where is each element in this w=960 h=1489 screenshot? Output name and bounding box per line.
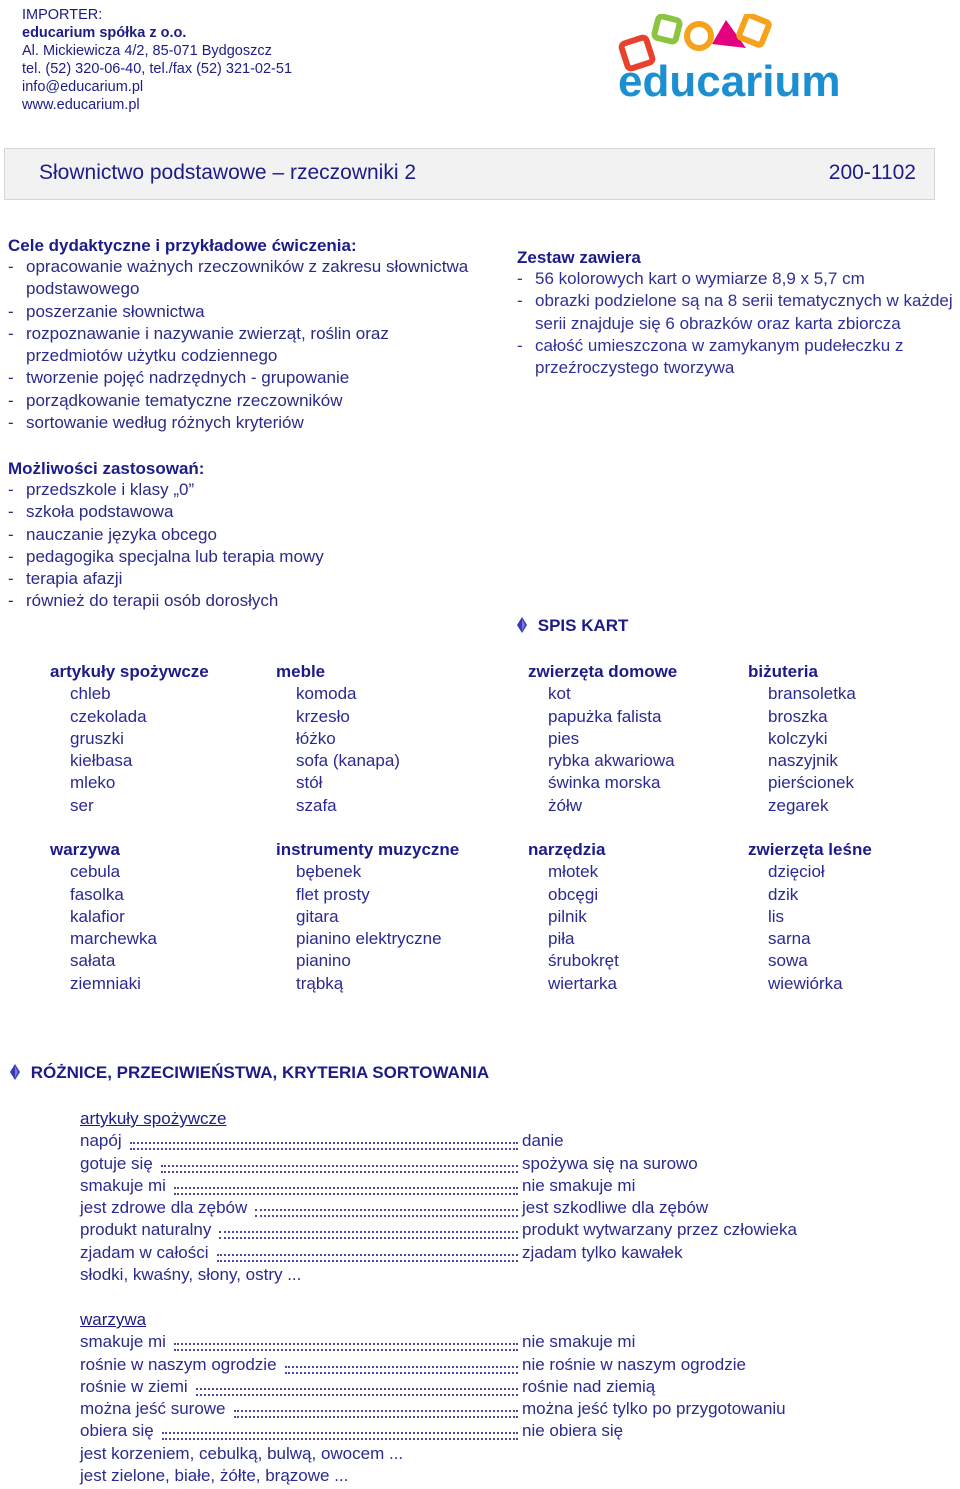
category-column xyxy=(276,839,459,995)
category-heading: zwierzęta leśne xyxy=(748,840,872,859)
differences-heading xyxy=(10,1063,489,1083)
difference-group xyxy=(80,1309,900,1487)
dotted-connector xyxy=(174,1187,518,1195)
kit-list xyxy=(517,268,957,379)
category-heading: zwierzęta domowe xyxy=(528,662,678,681)
use-item: - pedagogika specjalna lub terapia mowy xyxy=(8,546,478,568)
category-column xyxy=(748,839,872,995)
category-column xyxy=(748,661,856,817)
pair-left: smakuje mi xyxy=(80,1175,166,1195)
pair-right: nie obiera się xyxy=(522,1421,624,1441)
goals-item: - opracowanie ważnych rzeczowników z zakresu słownictwa podstawowego xyxy=(8,256,478,301)
category-item: gruszki xyxy=(70,728,124,748)
category-item: zegarek xyxy=(768,795,829,815)
dotted-connector xyxy=(217,1254,519,1262)
pair-left: napój xyxy=(80,1131,122,1151)
goals-item: - poszerzanie słownictwa xyxy=(8,301,478,323)
category-item: lis xyxy=(768,906,785,926)
category-item: cebula xyxy=(70,862,121,882)
dotted-connector xyxy=(255,1209,518,1217)
goals-item: - porządkowanie tematyczne rzeczowników xyxy=(8,390,478,412)
category-item: dzik xyxy=(768,884,799,904)
pair-left: produkt naturalny xyxy=(80,1220,212,1240)
difference-pair xyxy=(80,1398,900,1420)
category-item: śrubokręt xyxy=(548,951,619,971)
difference-pair xyxy=(80,1219,900,1241)
use-item: - również do terapii osób dorosłych xyxy=(8,590,478,612)
category-item: czekolada xyxy=(70,706,147,726)
category-item: kalafior xyxy=(70,906,125,926)
pair-left: obiera się xyxy=(80,1421,154,1441)
logo-graphic xyxy=(616,14,926,104)
product-code: 200-1102 xyxy=(828,161,916,184)
pair-right: jest szkodliwe dla zębów xyxy=(522,1198,709,1218)
pair-right: nie rośnie w naszym ogrodzie xyxy=(522,1354,746,1374)
kit-item: - 56 kolorowych kart o wymiarze 8,9 x 5,7 cm xyxy=(517,268,957,290)
dotted-connector xyxy=(130,1142,518,1150)
difference-pair xyxy=(80,1242,900,1264)
category-item: bębenek xyxy=(296,862,362,882)
category-item: naszyjnik xyxy=(768,751,838,771)
spis-kart-label: SPIS KART xyxy=(537,616,629,635)
pair-left: rośnie w ziemi xyxy=(80,1376,188,1396)
category-column xyxy=(528,661,677,817)
category-item: łóżko xyxy=(296,728,336,748)
category-item: ser xyxy=(70,795,94,815)
category-item: mleko xyxy=(70,773,116,793)
category-item: sarna xyxy=(768,929,811,949)
pair-right: produkt wytwarzany przez człowieka xyxy=(522,1220,797,1240)
difference-extra: jest korzeniem, cebulką, bulwą, owocem ... xyxy=(80,1443,404,1463)
pair-left: zjadam w całości xyxy=(80,1242,209,1262)
category-item: szafa xyxy=(296,795,337,815)
category-item: wiertarka xyxy=(548,973,617,993)
goals-section xyxy=(8,236,478,434)
category-heading: biżuteria xyxy=(748,662,818,681)
category-item: rybka akwariowa xyxy=(548,751,675,771)
category-item: stół xyxy=(296,773,323,793)
educarium-logo xyxy=(616,14,926,104)
category-item: chleb xyxy=(70,684,111,704)
importer-email[interactable]: info@educarium.pl xyxy=(22,79,144,95)
category-heading: meble xyxy=(276,662,326,681)
spis-kart-heading xyxy=(517,616,628,636)
category-item: bransoletka xyxy=(768,684,856,704)
category-item: wiewiórka xyxy=(768,973,843,993)
category-item: kot xyxy=(548,684,571,704)
difference-pair xyxy=(80,1354,900,1376)
category-heading: narzędzia xyxy=(528,840,606,859)
kit-item: - obrazki podzielone są na 8 serii tematycznych w każdej serii znajduje się 6 obrazków oraz karta zbiorcza xyxy=(517,290,957,335)
category-item: pianino elektryczne xyxy=(296,929,442,949)
importer-www[interactable]: www.educarium.pl xyxy=(22,97,140,113)
pair-right: nie smakuje mi xyxy=(522,1332,636,1352)
category-item: dzięcioł xyxy=(768,862,825,882)
kit-heading: Zestaw zawiera xyxy=(517,248,641,267)
category-item: młotek xyxy=(548,862,599,882)
category-item: żółw xyxy=(548,795,583,815)
dotted-connector xyxy=(196,1388,518,1396)
category-column xyxy=(276,661,400,817)
category-column xyxy=(50,839,157,995)
category-heading: instrumenty muzyczne xyxy=(276,840,460,859)
importer-company: educarium spółka z o.o. xyxy=(22,25,187,41)
goals-item: - rozpoznawanie i nazywanie zwierząt, roślin oraz przedmiotów użytku codziennego xyxy=(8,323,478,368)
use-item: - nauczanie języka obcego xyxy=(8,524,478,546)
goals-heading: Cele dydaktyczne i przykładowe ćwiczenia: xyxy=(8,236,357,255)
pair-left: gotuje się xyxy=(80,1153,153,1173)
category-item: fasolka xyxy=(70,884,124,904)
importer-phone: tel. (52) 320-06-40, tel./fax (52) 321-02-51 xyxy=(22,61,293,77)
use-heading: Możliwości zastosowań: xyxy=(8,459,205,478)
goals-item: - tworzenie pojęć nadrzędnych - grupowanie xyxy=(8,367,478,389)
use-list xyxy=(8,479,478,613)
use-item: - szkoła podstawowa xyxy=(8,501,478,523)
dotted-connector xyxy=(285,1366,518,1374)
difference-pair xyxy=(80,1130,900,1152)
category-item: sałata xyxy=(70,951,116,971)
category-item: krzesło xyxy=(296,706,350,726)
difference-group xyxy=(80,1108,900,1286)
use-item: - przedszkole i klasy „0” xyxy=(8,479,478,501)
kit-item: - całość umieszczona w zamykanym pudełeczku z przeźroczystego tworzywa xyxy=(517,335,957,380)
pair-left: można jeść surowe xyxy=(80,1399,226,1419)
pair-right: nie smakuje mi xyxy=(522,1175,636,1195)
category-heading: warzywa xyxy=(50,840,120,859)
category-item: pilnik xyxy=(548,906,587,926)
page-title: Słownictwo podstawowe – rzeczowniki 2 xyxy=(39,161,417,184)
category-item: kolczyki xyxy=(768,728,828,748)
category-item: pianino xyxy=(296,951,351,971)
category-item: broszka xyxy=(768,706,828,726)
goals-list xyxy=(8,256,478,434)
difference-pair xyxy=(80,1175,900,1197)
pair-right: rośnie nad ziemią xyxy=(522,1376,656,1396)
difference-group-heading: warzywa xyxy=(80,1310,147,1329)
category-item: gitara xyxy=(296,906,339,926)
difference-pair xyxy=(80,1331,900,1353)
category-item: trąbką xyxy=(296,973,344,993)
category-item: ziemniaki xyxy=(70,973,141,993)
pair-right: można jeść tylko po przygotowaniu xyxy=(522,1399,786,1419)
use-section xyxy=(8,459,478,613)
category-item: pierścionek xyxy=(768,773,854,793)
category-heading: artykuły spożywcze xyxy=(50,662,209,681)
category-item: piła xyxy=(548,929,575,949)
category-item: pies xyxy=(548,728,580,748)
importer-label: IMPORTER: xyxy=(22,7,103,23)
difference-extra: słodki, kwaśny, słony, ostry ... xyxy=(80,1265,302,1285)
category-item: obcęgi xyxy=(548,884,599,904)
pair-right: spożywa się na surowo xyxy=(522,1153,698,1173)
category-item: komoda xyxy=(296,684,357,704)
category-item: papużka falista xyxy=(548,706,662,726)
category-item: marchewka xyxy=(70,929,157,949)
difference-group-heading: artykuły spożywcze xyxy=(80,1109,227,1128)
goals-item: - sortowanie według różnych kryteriów xyxy=(8,412,478,434)
pair-right: danie xyxy=(522,1131,564,1151)
title-bar xyxy=(4,148,935,200)
diamond-bullet-icon xyxy=(517,617,527,633)
importer-block xyxy=(22,6,292,114)
category-item: świnka morska xyxy=(548,773,661,793)
category-item: kiełbasa xyxy=(70,751,133,771)
use-item: - terapia afazji xyxy=(8,568,478,590)
dotted-connector xyxy=(161,1165,518,1173)
pair-right: zjadam tylko kawałek xyxy=(522,1242,683,1262)
diamond-bullet-icon xyxy=(10,1064,20,1080)
category-column xyxy=(528,839,619,995)
dotted-connector xyxy=(162,1432,518,1440)
dotted-connector xyxy=(234,1410,518,1418)
category-item: flet prosty xyxy=(296,884,370,904)
category-item: sowa xyxy=(768,951,808,971)
difference-extra: jest zielone, białe, żółte, brązowe ... xyxy=(80,1466,349,1486)
difference-pair xyxy=(80,1376,900,1398)
kit-section xyxy=(517,248,957,379)
dotted-connector xyxy=(219,1231,518,1239)
difference-pair xyxy=(80,1420,900,1442)
pair-left: rośnie w naszym ogrodzie xyxy=(80,1354,277,1374)
dotted-connector xyxy=(174,1343,518,1351)
category-item: sofa (kanapa) xyxy=(296,751,400,771)
difference-pair xyxy=(80,1153,900,1175)
importer-address: Al. Mickiewicza 4/2, 85-071 Bydgoszcz xyxy=(22,43,272,59)
pair-left: jest zdrowe dla zębów xyxy=(80,1198,248,1218)
pair-left: smakuje mi xyxy=(80,1332,166,1352)
difference-pair xyxy=(80,1197,900,1219)
category-column xyxy=(50,661,209,817)
logo-wordmark: educarium xyxy=(618,57,841,104)
differences-heading-label: RÓŻNICE, PRZECIWIEŃSTWA, KRYTERIA SORTOWANIA xyxy=(30,1063,490,1082)
